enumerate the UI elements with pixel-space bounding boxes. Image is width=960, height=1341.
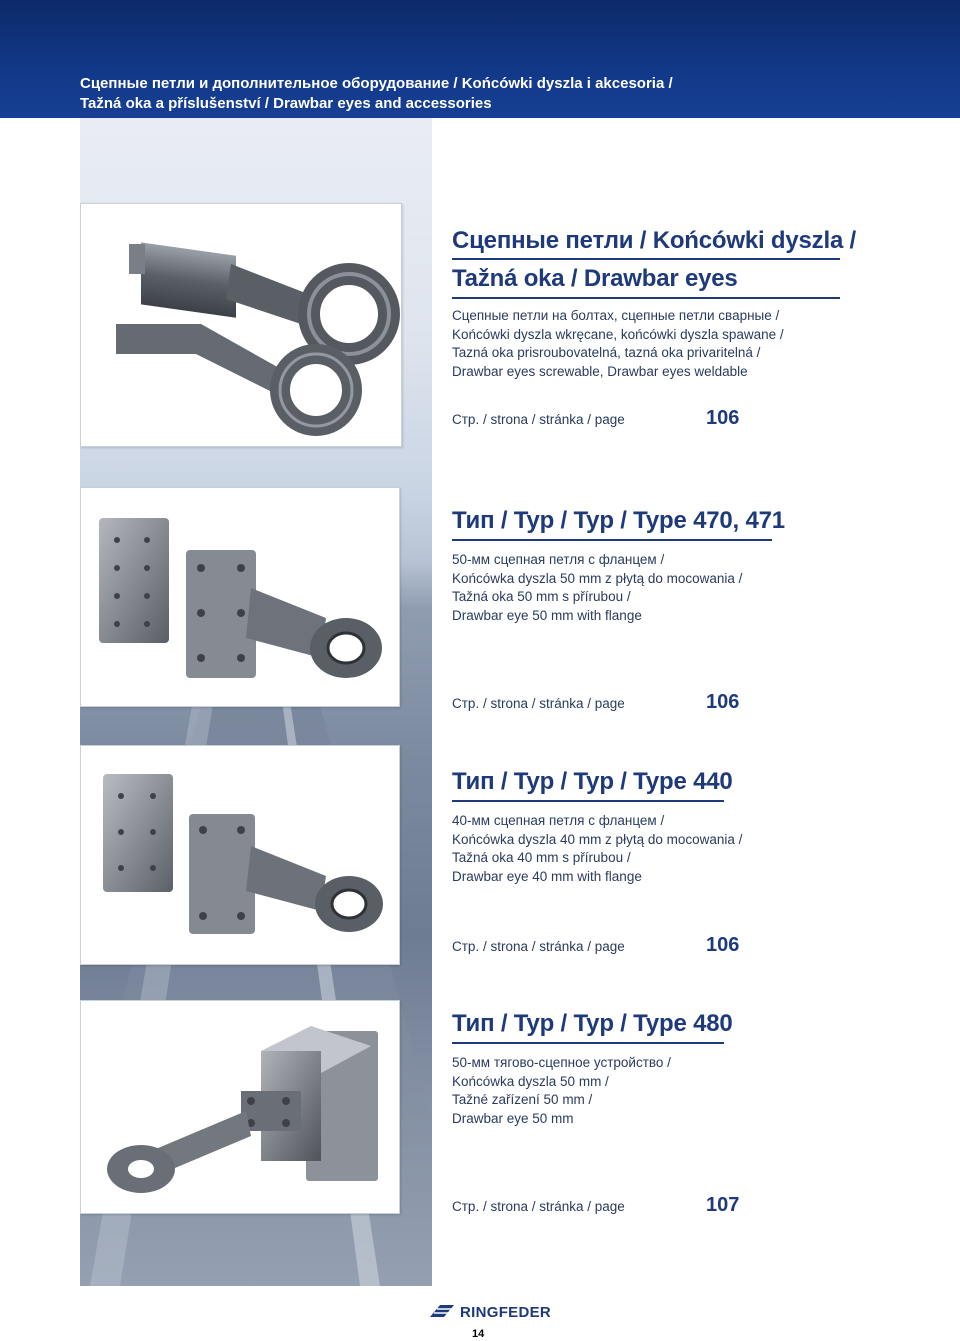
header-title — [80, 74, 673, 114]
product-photo-type-440 — [80, 745, 400, 965]
logo-text: RINGFEDER — [460, 1303, 552, 1321]
header-band — [0, 0, 960, 118]
description-line: Drawbar eye 50 mm with flange — [452, 607, 642, 623]
section-description — [452, 551, 785, 625]
description-line: Tažná oka 40 mm s přírubou / — [452, 850, 631, 865]
description-line: Сцепные петли на болтах, сцепные петли сварные / — [452, 308, 780, 323]
section-title: Тип / Typ / Typ / Type 480 — [452, 1010, 733, 1037]
title-rule — [452, 258, 840, 260]
description-line: Drawbar eye 40 mm with flange — [452, 868, 642, 884]
description-line: Końcówka dyszla 50 mm / — [452, 1073, 609, 1089]
description-line: Tažné zařízení 50 mm / — [452, 1092, 593, 1107]
ringfeder-logo — [428, 1302, 551, 1322]
page-number: 14 — [472, 1328, 485, 1340]
page-reference-number: 106 — [706, 407, 740, 429]
description-line: Tažná oka 50 mm s přírubou / — [452, 589, 631, 604]
description-line: 40-мм сцепная петля с фланцем / — [452, 813, 665, 828]
product-photo-type-470-471 — [80, 487, 400, 707]
section-title: Тип / Typ / Typ / Type 440 — [452, 768, 733, 795]
title-rule — [452, 297, 840, 299]
section-type-480 — [452, 1009, 733, 1128]
description-line: 50-мм тягово-сцепное устройство / — [452, 1055, 671, 1070]
description-line: Tazná oka prisroubovatelná, tazná oka privaritelná / — [452, 345, 761, 360]
description-line: Drawbar eye 50 mm — [452, 1110, 574, 1126]
section-description — [452, 1054, 733, 1128]
header-title-line1: Сцепные петли и дополнительное оборудование / Końcówki dyszla i akcesoria / — [80, 75, 673, 92]
page-reference-label: Стр. / strona / stránka / page — [452, 696, 625, 711]
page-reference-label: Стр. / strona / stránka / page — [452, 412, 625, 427]
description-line: Końcówka dyszla 40 mm z płytą do mocowania / — [452, 831, 743, 847]
section-drawbar-eyes — [452, 226, 856, 381]
title-rule — [452, 800, 724, 802]
ringfeder-logo-icon — [428, 1303, 456, 1321]
title-rule — [452, 539, 772, 541]
section-type-440 — [452, 767, 742, 886]
product-photo-drawbar-eyes — [80, 203, 402, 447]
section-title: Сцепные петли / Końcówki dyszla / — [452, 227, 857, 254]
page-reference-number: 106 — [706, 691, 740, 713]
description-line: 50-мм сцепная петля с фланцем / — [452, 552, 665, 567]
section-description — [452, 307, 856, 381]
title-rule — [452, 1042, 724, 1044]
header-title-line2: Tažná oka a příslušenství / Drawbar eyes and accessories — [80, 95, 492, 112]
page-reference-number: 107 — [706, 1194, 740, 1216]
description-line: Drawbar eyes screwable, Drawbar eyes weldable — [452, 363, 748, 379]
page-reference-label: Стр. / strona / stránka / page — [452, 1199, 625, 1214]
page-reference-label: Стр. / strona / stránka / page — [452, 939, 625, 954]
section-title-line2: Tažná oka / Drawbar eyes — [452, 265, 738, 292]
page-reference-number: 106 — [706, 934, 740, 956]
section-title: Тип / Typ / Typ / Type 470, 471 — [452, 507, 785, 534]
section-description — [452, 812, 742, 886]
description-line: Końcówki dyszla wkręcane, końcówki dyszla spawane / — [452, 326, 784, 342]
product-photo-type-480 — [80, 1000, 400, 1214]
description-line: Końcówka dyszla 50 mm z płytą do mocowania / — [452, 570, 743, 586]
section-type-470-471 — [452, 506, 785, 625]
